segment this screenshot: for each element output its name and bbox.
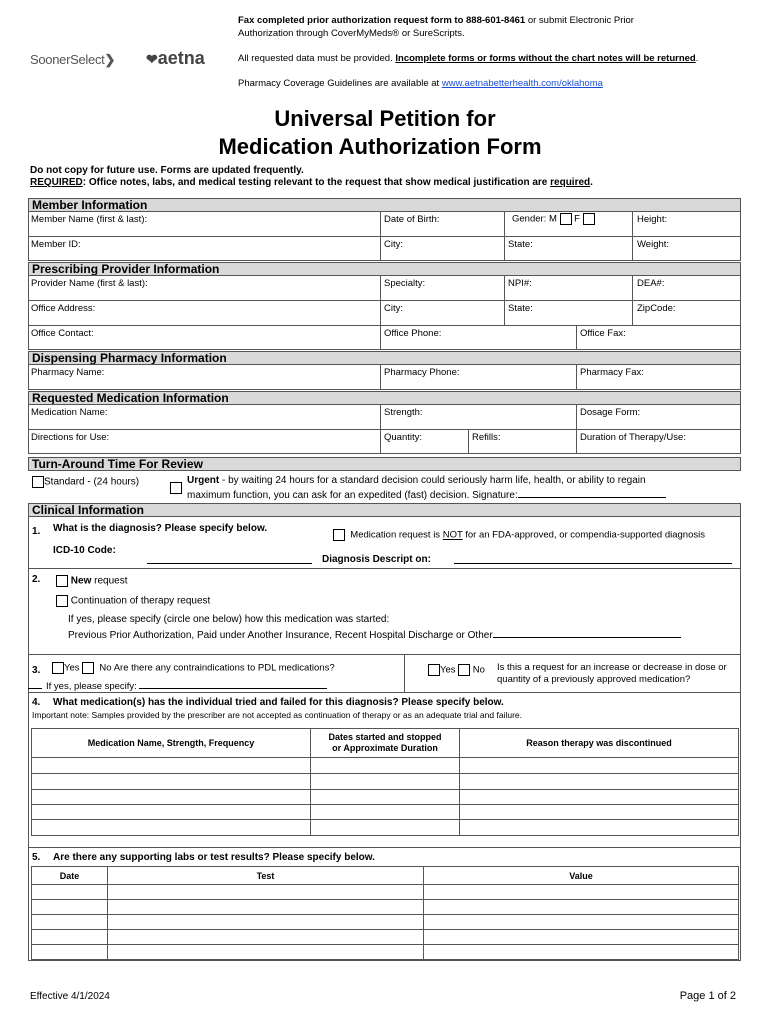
new-rest: request [91, 575, 128, 587]
fax-rest-text: or submit Electronic Prior [525, 15, 634, 26]
height-field[interactable]: Height: [637, 214, 668, 225]
weight-field[interactable]: Weight: [637, 239, 670, 250]
q5-col-date: Date [32, 867, 108, 885]
office-state-field[interactable]: State: [508, 303, 533, 314]
member-id-field[interactable]: Member ID: [31, 239, 81, 250]
clinical-q2-box [28, 569, 741, 655]
required-data-notice [238, 53, 698, 64]
q2-ifyes: If yes, please specify (circle one below) how this medication was started: [68, 614, 390, 625]
medication-section-heading: Requested Medication Information [28, 391, 741, 405]
medication-name-field[interactable]: Medication Name: [31, 407, 108, 418]
q4-number: 4. [32, 697, 41, 708]
q3-yes-no [52, 662, 335, 674]
q3-no-checkbox[interactable] [82, 662, 94, 674]
member-city-field[interactable]: City: [384, 239, 403, 250]
pharmacy-fax-field[interactable]: Pharmacy Fax: [580, 367, 644, 378]
continuation-checkbox[interactable] [56, 595, 68, 607]
q3-dose-question [497, 662, 727, 686]
gender-label: Gender: [512, 213, 547, 225]
diagnosis-description-label: Diagnosis Descript on: [322, 554, 431, 565]
guidelines-link[interactable]: www.aetnabetterhealth.com/oklahoma [441, 78, 603, 89]
page-number: Page 1 of 2 [679, 990, 736, 1002]
q2-other-field[interactable] [493, 627, 681, 638]
gender-field [512, 213, 595, 225]
q2-new-option [56, 575, 127, 587]
office-city-field[interactable]: City: [384, 303, 403, 314]
q2-start-options [68, 627, 681, 641]
q3-yes-checkbox[interactable] [52, 662, 64, 674]
urgent-signature-label: maximum function, you can ask for an expedited (fast) decision. Signature: [187, 490, 518, 501]
table-row[interactable] [32, 774, 739, 790]
required-end: . [590, 177, 593, 188]
strength-field[interactable]: Strength: [384, 407, 423, 418]
title-line1: Universal Petition for [274, 106, 496, 131]
q3-yes-label: Yes [64, 662, 80, 674]
pharmacy-section-heading: Dispensing Pharmacy Information [28, 351, 741, 365]
fax-number-text: Fax completed prior authorization request form to 888-601-8461 [238, 15, 526, 26]
q3-no-label: No [99, 662, 112, 674]
q2-number: 2. [32, 574, 41, 585]
soonerselect-logo-text: SoonerSelect [30, 52, 105, 67]
table-row[interactable] [32, 945, 739, 960]
table-row[interactable] [32, 930, 739, 945]
labs-table [31, 866, 739, 960]
table-row[interactable] [32, 790, 739, 805]
q4-col-medication: Medication Name, Strength, Frequency [32, 729, 311, 758]
fda-not: NOT [442, 529, 463, 541]
prescriber-section-heading: Prescribing Provider Information [28, 262, 741, 276]
dose-no-checkbox[interactable] [458, 664, 470, 676]
table-row[interactable] [32, 885, 739, 900]
dose-no-label: No [472, 664, 485, 676]
gender-m-checkbox[interactable] [560, 213, 572, 225]
office-fax-field[interactable]: Office Fax: [580, 328, 626, 339]
q1-number: 1. [32, 526, 41, 537]
new-label: New [70, 575, 92, 587]
form-title [0, 105, 770, 161]
q3-specify-field[interactable] [139, 678, 327, 689]
icd-field[interactable] [147, 553, 312, 564]
guidelines-prefix: Pharmacy Coverage Guidelines are available at [238, 78, 442, 89]
quantity-field[interactable]: Quantity: [384, 432, 423, 443]
fda-pre: Medication request is [350, 529, 443, 541]
table-row[interactable] [32, 758, 739, 774]
required-mid: : Office notes, labs, and medical testing relevant to the request that show medical justification are [82, 177, 551, 188]
fax-line2: Authorization through CoverMyMeds® or SureScripts. [238, 28, 465, 39]
refills-field[interactable]: Refills: [472, 432, 501, 443]
urgent-checkbox[interactable] [170, 479, 182, 497]
dose-yes-label: Yes [440, 664, 456, 676]
member-name-field[interactable]: Member Name (first & last): [31, 214, 148, 225]
q3-contraindications: Are there any contraindications to PDL medications? [113, 662, 335, 674]
required-notice [30, 177, 593, 188]
dea-field[interactable]: DEA#: [637, 278, 665, 289]
fda-post: for an FDA-approved, or compendia-supported diagnosis [462, 529, 705, 541]
aetna-logo-text: aetna [157, 48, 205, 68]
pharmacy-name-field[interactable]: Pharmacy Name: [31, 367, 105, 378]
title-line2: Medication Authorization Form [218, 134, 542, 159]
dose-yes-checkbox[interactable] [428, 664, 440, 676]
q4-col-reason: Reason therapy was discontinued [460, 729, 739, 758]
q4-col-dates-line1: Dates started and stopped [328, 732, 442, 742]
dosage-form-field[interactable]: Dosage Form: [580, 407, 641, 418]
icd-label: ICD-10 Code: [53, 545, 116, 556]
diagnosis-description-field[interactable] [454, 553, 732, 564]
signature-line[interactable] [518, 487, 666, 498]
soonerselect-logo: SoonerSelect❯ [30, 52, 116, 67]
required-suffix: . [695, 53, 699, 64]
fax-instructions [238, 14, 758, 40]
dose-question-line2: quantity of a previously approved medication? [497, 674, 691, 685]
turnaround-section-heading: Turn-Around Time For Review [28, 457, 741, 471]
gender-f-label: F [574, 213, 580, 225]
effective-date: Effective 4/1/2024 [30, 991, 110, 1002]
standard-checkbox[interactable] [32, 476, 44, 488]
table-row[interactable] [32, 820, 739, 836]
required-warning: Incomplete forms or forms without the chart notes will be returned [395, 53, 696, 64]
table-row[interactable] [32, 915, 739, 930]
table-row[interactable] [32, 805, 739, 820]
clinical-section-heading: Clinical Information [28, 503, 741, 517]
urgent-option [187, 474, 747, 502]
continuation-label: Continuation of therapy request [70, 595, 211, 607]
q2-options-text: Previous Prior Authorization, Paid under Another Insurance, Recent Hospital Discharge or Other [68, 630, 493, 641]
q3-dose-yes-no [428, 664, 485, 676]
q4-col-dates-line2: or Approximate Duration [332, 743, 438, 753]
q5-col-value: Value [424, 867, 739, 885]
provider-name-field[interactable]: Provider Name (first & last): [31, 278, 148, 289]
zipcode-field[interactable]: ZipCode: [637, 303, 676, 314]
tried-medications-table [31, 728, 739, 836]
member-section-heading: Member Information [28, 198, 741, 212]
required-word: required [550, 177, 591, 188]
npi-field[interactable]: NPI#: [508, 278, 532, 289]
q1-question: What is the diagnosis? Please specify below. [53, 523, 268, 534]
gender-f-checkbox[interactable] [583, 213, 595, 225]
q4-note: Important note: Samples provided by the prescriber are not accepted as continuation of therapy or as an adequate trial and failure. [32, 710, 522, 720]
copy-notice: Do not copy for future use. Forms are updated frequently. [30, 165, 304, 176]
urgent-label: Urgent [187, 475, 220, 486]
required-label: REQUIRED [30, 177, 83, 188]
q3-ifyes-label: If yes, please specify: [46, 681, 137, 692]
standard-option [32, 476, 139, 488]
member-state-field[interactable]: State: [508, 239, 533, 250]
duration-field[interactable]: Duration of Therapy/Use: [580, 432, 686, 443]
dob-field[interactable]: Date of Birth: [384, 214, 440, 225]
gender-m-label: M [548, 213, 557, 225]
guidelines-line [238, 78, 603, 89]
q4-col-dates [311, 729, 460, 758]
urgent-description: - by waiting 24 hours for a standard decision could seriously harm life, health, or ability to regain [219, 475, 646, 486]
directions-field[interactable]: Directions for Use: [31, 432, 110, 443]
q3-left-line [28, 678, 42, 689]
office-contact-field[interactable]: Office Contact: [31, 328, 94, 339]
specialty-field[interactable]: Specialty: [384, 278, 426, 289]
fda-checkbox[interactable] [333, 529, 345, 541]
q3-ifyes [46, 678, 327, 692]
q1-fda-option [333, 529, 705, 541]
office-address-field[interactable]: Office Address: [31, 303, 96, 314]
q4-question: What medication(s) has the individual tried and failed for this diagnosis? Please specify below. [53, 697, 504, 708]
pharmacy-phone-field[interactable]: Pharmacy Phone: [384, 367, 460, 378]
q2-continuation-option [56, 595, 210, 607]
new-request-checkbox[interactable] [56, 575, 68, 587]
standard-label: Standard - (24 hours) [44, 476, 140, 488]
q5-number: 5. [32, 852, 41, 863]
q5-col-test: Test [108, 867, 424, 885]
q3-number: 3. [32, 665, 41, 676]
office-phone-field[interactable]: Office Phone: [384, 328, 442, 339]
q5-question: Are there any supporting labs or test results? Please specify below. [53, 852, 375, 863]
dose-question-line1: Is this a request for an increase or decrease in dose or [497, 662, 727, 673]
aetna-logo: ❤aetna [146, 48, 205, 68]
table-row[interactable] [32, 900, 739, 915]
required-prefix: All requested data must be provided. [238, 53, 396, 64]
